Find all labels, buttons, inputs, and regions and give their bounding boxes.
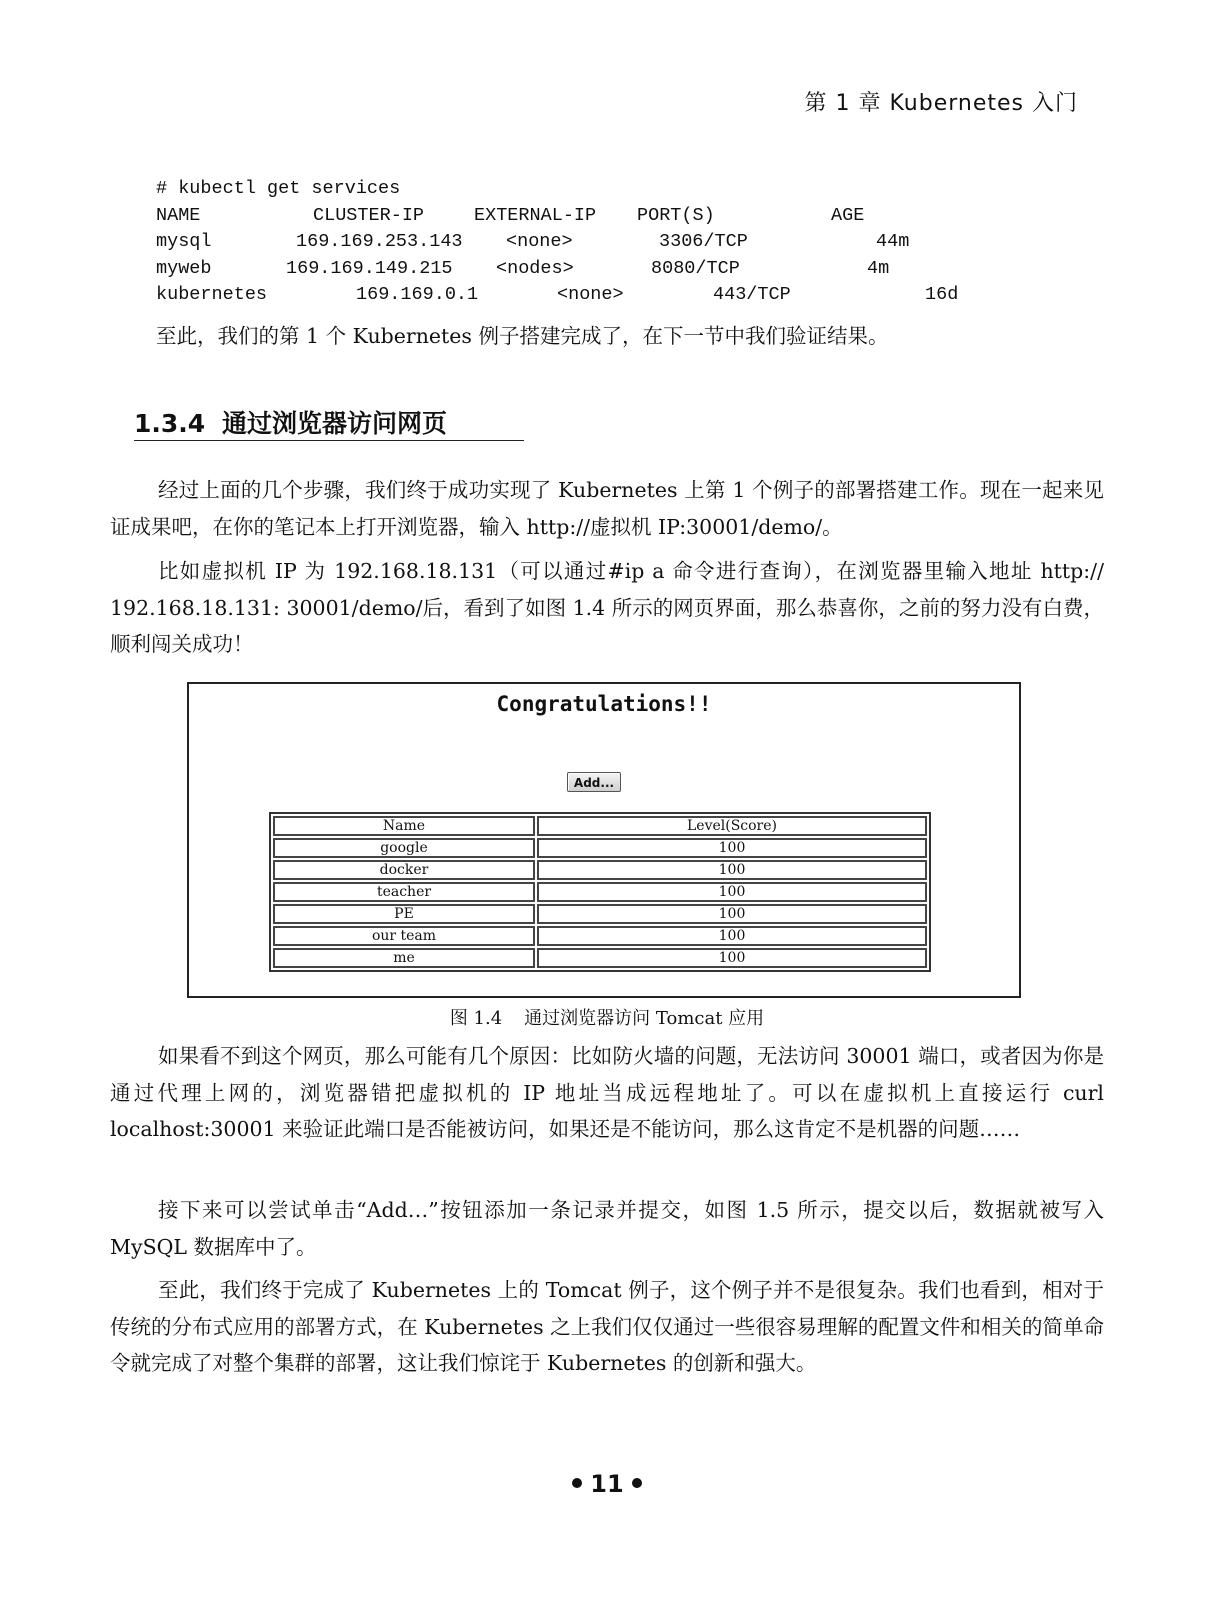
caption-number: 图 1.4 — [449, 1008, 503, 1029]
code-cell: <nodes> — [496, 257, 574, 279]
code-cell: <none> — [557, 284, 624, 305]
code-row — [156, 284, 959, 311]
figure-screenshot — [187, 682, 1021, 998]
table-row — [273, 838, 927, 858]
table-cell-name: teacher — [273, 882, 535, 902]
code-col-cluster-ip: CLUSTER-IP — [313, 204, 425, 226]
code-cell: 169.169.149.215 — [286, 257, 453, 279]
figure-title: Congratulations!! — [496, 692, 712, 716]
code-cell: myweb — [156, 257, 212, 279]
code-cell: 169.169.0.1 — [356, 284, 479, 305]
caption-text: 通过浏览器访问 Tomcat 应用 — [524, 1008, 765, 1029]
section-underline — [134, 440, 524, 441]
code-cell: 169.169.253.143 — [296, 231, 463, 252]
column-header-name: Name — [273, 816, 535, 836]
table-cell-score: 100 — [537, 860, 927, 880]
paragraph: 接下来可以尝试单击“Add…”按钮添加一条记录并提交，如图 1.5 所示，提交以后，数据就被写入 MySQL 数据库中了。 — [110, 1198, 1104, 1259]
bullet-icon — [632, 1478, 642, 1488]
table-row — [273, 904, 927, 924]
table-cell-score: 100 — [537, 838, 927, 858]
code-cell: 443/TCP — [713, 284, 791, 305]
score-table — [269, 812, 931, 972]
section-title: 通过浏览器访问网页 — [222, 409, 448, 438]
code-cell: <none> — [506, 231, 573, 252]
table-cell-name: docker — [273, 860, 535, 880]
table-row — [273, 860, 927, 880]
table-cell-score: 100 — [537, 882, 927, 902]
table-cell-score: 100 — [537, 926, 927, 946]
paragraph: 比如虚拟机 IP 为 192.168.18.131（可以通过#ip a 命令进行查询），在浏览器里输入地址 http:// 192.168.18.131: 30001/demo/后，看到了如图 1.4 所示的网页界面，那么恭喜你，之前的努力没有白费，顺利闯关成功！ — [110, 559, 1104, 656]
paragraph: 至此，我们终于完成了 Kubernetes 上的 Tomcat 例子，这个例子并不是很复杂。我们也看到，相对于传统的分布式应用的部署方式，在 Kubernetes 之上我们仅仅通过一些很容易理解的配置文件和相关的简单命令就完成了对整个集群的部署，这让我们惊诧于 Kubernetes 的创新和强大。 — [110, 1278, 1104, 1375]
code-cell: mysql — [156, 231, 212, 252]
table-cell-name: our team — [273, 926, 535, 946]
code-cell: 4m — [867, 257, 890, 279]
code-cell: 8080/TCP — [651, 257, 740, 279]
code-col-age: AGE — [831, 204, 865, 226]
code-header-line — [156, 204, 865, 232]
code-cell: 44m — [876, 231, 910, 252]
figure-caption — [0, 1004, 1214, 1030]
paragraph: 经过上面的几个步骤，我们终于成功实现了 Kubernetes 上第 1 个例子的部署搭建工作。现在一起来见证成果吧，在你的笔记本上打开浏览器，输入 http://虚拟机 IP:30001/demo/。 — [110, 478, 1104, 539]
code-block — [156, 178, 959, 311]
section-heading — [134, 404, 447, 440]
table-row — [273, 926, 927, 946]
code-col-ports: PORT(S) — [637, 204, 715, 226]
table-header-row — [273, 816, 927, 836]
paragraph: 如果看不到这个网页，那么可能有几个原因：比如防火墙的问题，无法访问 30001 端口，或者因为你是通过代理上网的，浏览器错把虚拟机的 IP 地址当成远程地址了。可以在虚拟机上直接运行 curl localhost:30001 来验证此端口是否能被访问，如果还是不能访问，那么这肯定不是机器的问题…… — [110, 1044, 1104, 1141]
code-row — [156, 231, 910, 258]
table-cell-score: 100 — [537, 948, 927, 968]
code-command: # kubectl get services — [156, 178, 401, 199]
paragraph-intro: 至此，我们的第 1 个 Kubernetes 例子搭建完成了，在下一节中我们验证结果。 — [156, 324, 889, 348]
page-number-text: 11 — [590, 1470, 624, 1498]
bullet-icon — [572, 1478, 582, 1488]
code-command-line — [156, 178, 401, 205]
code-col-name: NAME — [156, 204, 201, 226]
code-cell: 3306/TCP — [659, 231, 748, 252]
running-head: 第 1 章 Kubernetes 入门 — [804, 91, 1078, 116]
table-cell-name: google — [273, 838, 535, 858]
page-number — [0, 1470, 1214, 1498]
code-col-external-ip: EXTERNAL-IP — [474, 204, 597, 226]
table-row — [273, 948, 927, 968]
table-cell-name: PE — [273, 904, 535, 924]
code-row — [156, 257, 890, 285]
add-button[interactable]: Add... — [567, 772, 621, 792]
table-row — [273, 882, 927, 902]
code-cell: kubernetes — [156, 284, 268, 305]
column-header-score: Level(Score) — [537, 816, 927, 836]
code-cell: 16d — [925, 284, 959, 305]
table-cell-name: me — [273, 948, 535, 968]
section-number: 1.3.4 — [134, 409, 206, 438]
table-cell-score: 100 — [537, 904, 927, 924]
